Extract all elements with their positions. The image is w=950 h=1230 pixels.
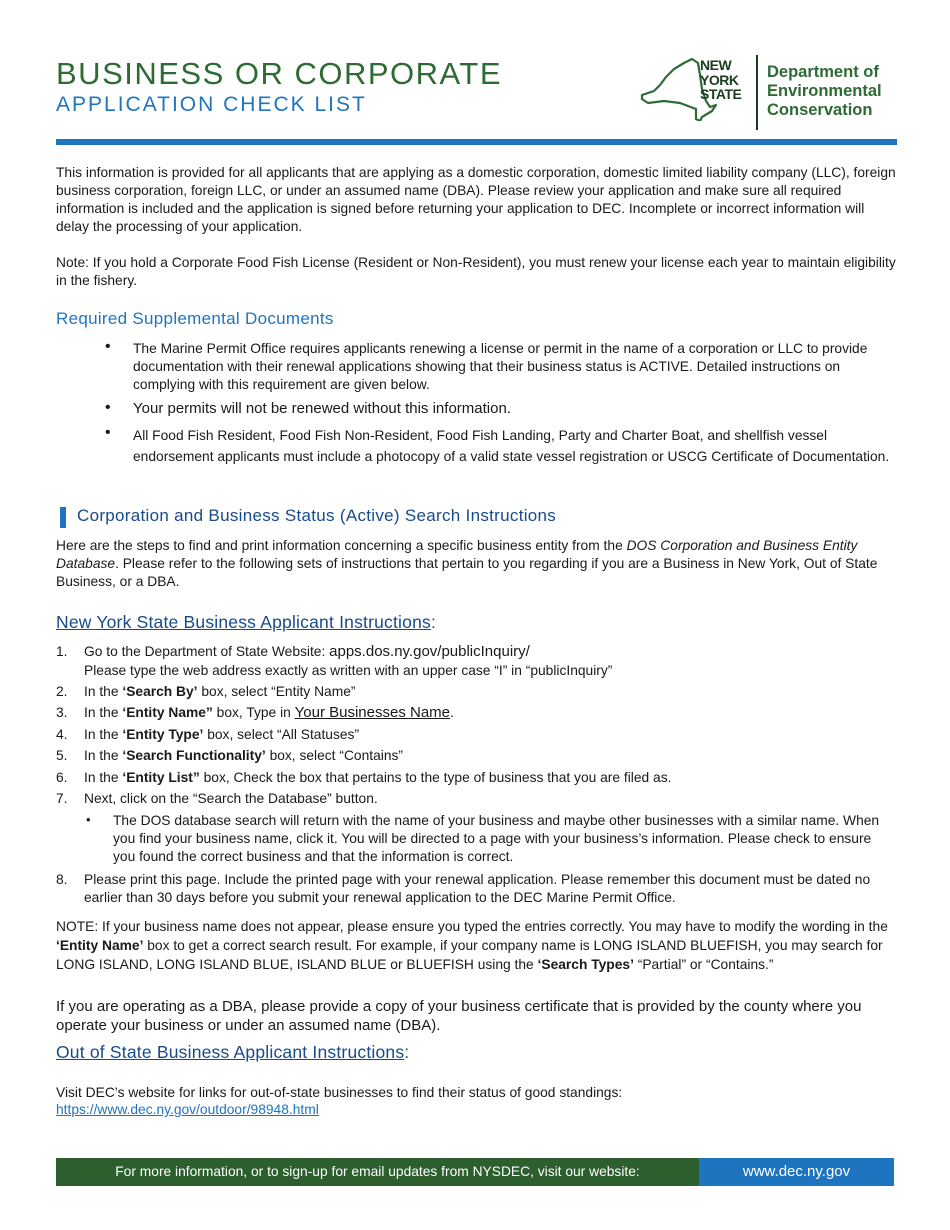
page-title: BUSINESS OR CORPORATE [56,56,503,91]
required-item: All Food Fish Resident, Food Fish Non-Resident, Food Fish Landing, Party and Charter Boat, and shellfish vessel endorsement applicants must include a photocopy of a valid state vessel registration or USCG Certificate of Documentation. [133,428,890,464]
footer-website-link[interactable]: www.dec.ny.gov [699,1158,894,1186]
step-2: In the ‘Search By’ box, select “Entity Name” [84,684,356,699]
bullet-marker: • [105,399,111,416]
bullet-marker: • [105,424,111,441]
status-search-heading: Corporation and Business Status (Active) Search Instructions [77,506,557,525]
footer-info-bar: For more information, or to sign-up for email updates from NYSDEC, visit our website: [56,1158,699,1186]
nys-instructions-heading: New York State Business Applicant Instructions: [56,612,437,632]
section-accent-bar [60,507,66,528]
step-number: 5. [56,748,68,763]
step-number: 2. [56,684,68,699]
intro-note: Note: If you hold a Corporate Food Fish License (Resident or Non-Resident), you must renew your license each year to maintain eligibility in the fishery. [56,255,896,288]
step-4: In the ‘Entity Type’ box, select “All Statuses” [84,727,360,742]
bullet-marker: • [105,338,111,355]
step-number: 7. [56,791,68,806]
step-number: 6. [56,770,68,785]
step-1: Go to the Department of State Website: apps.dos.ny.gov/publicInquiry/ [84,643,530,660]
step-7: Next, click on the “Search the Database” button. [84,791,378,806]
logo-divider [756,55,758,130]
nys-note: NOTE: If your business name does not appear, please ensure you typed the entries correctly. You may have to modify the wording in the ‘Entity Name’ box to get a correct search result. For example, if your company name is LONG ISLAND BLUEFISH, you may search for LONG ISLAND, LONG ISLAND BLUE, ISLAND BLUE or BLUEFISH using the ‘Search Types’ “Partial” or “Contains.” [56,919,888,972]
step-6: In the ‘Entity List” box, Check the box that pertains to the type of business that you are filed as. [84,770,672,785]
step-number: 3. [56,705,68,720]
bullet-marker: • [86,812,91,827]
step-7-detail: The DOS database search will return with the name of your business and maybe other businesses with a similar name. When you find your business name, click it. You will be directed to a page with your business’s information. Please check to ensure you found the correct business and that the information is correct. [113,813,880,864]
out-of-state-text: Visit DEC’s website for links for out-of-state businesses to find their status of good standings: [56,1085,623,1100]
step-8: Please print this page. Include the printed page with your renewal application. Please remember this document must be dated no earlier than 30 days before you submit your renewal application to the DEC Marine Permit Office. [84,872,871,905]
out-of-state-link[interactable]: https://www.dec.ny.gov/outdoor/98948.html [56,1102,319,1117]
header-rule [56,139,897,145]
step-5: In the ‘Search Functionality’ box, select “Contains” [84,748,403,763]
page-subtitle: APPLICATION CHECK LIST [56,93,367,116]
step-1-detail: Please type the web address exactly as written with an upper case “I” in “publicInquiry” [84,663,613,678]
required-docs-heading: Required Supplemental Documents [56,309,334,328]
step-number: 8. [56,872,68,887]
step-number: 1. [56,644,68,659]
required-item: The Marine Permit Office requires applicants renewing a license or permit in the name of a corporation or LLC to provide documentation with their renewal applications showing that their business status is ACTIVE. Detailed instructions on complying with this requirement are given below. [133,341,868,392]
intro-paragraph: This information is provided for all applicants that are applying as a domestic corporation, domestic limited liability company (LLC), foreign business corporation, foreign LLC, or under an assumed name (DBA). Please review your application and make sure all required information is included and the application is signed before returning your application to DEC. Incomplete or incorrect information will delay the processing of your application. [56,165,896,234]
status-intro: Here are the steps to find and print information concerning a specific business entity from the DOS Corporation and Business Entity Database. Please refer to the following sets of instructions that pertain to you regarding if you are a Business in New York, Out of State Business, or a DBA. [56,538,878,589]
logo-state-name: NEW YORK STATE [700,57,742,102]
required-item: Your permits will not be renewed without this information. [133,400,511,417]
step-number: 4. [56,727,68,742]
out-of-state-heading: Out of State Business Applicant Instructions: [56,1042,410,1062]
dba-note: If you are operating as a DBA, please provide a copy of your business certificate that is provided by the county where you operate your business or under an assumed name (DBA). [56,998,862,1034]
step-3: In the ‘Entity Name” box, Type in Your Businesses Name. [84,704,454,721]
logo-department-name: Department of Environmental Conservation [767,63,882,119]
